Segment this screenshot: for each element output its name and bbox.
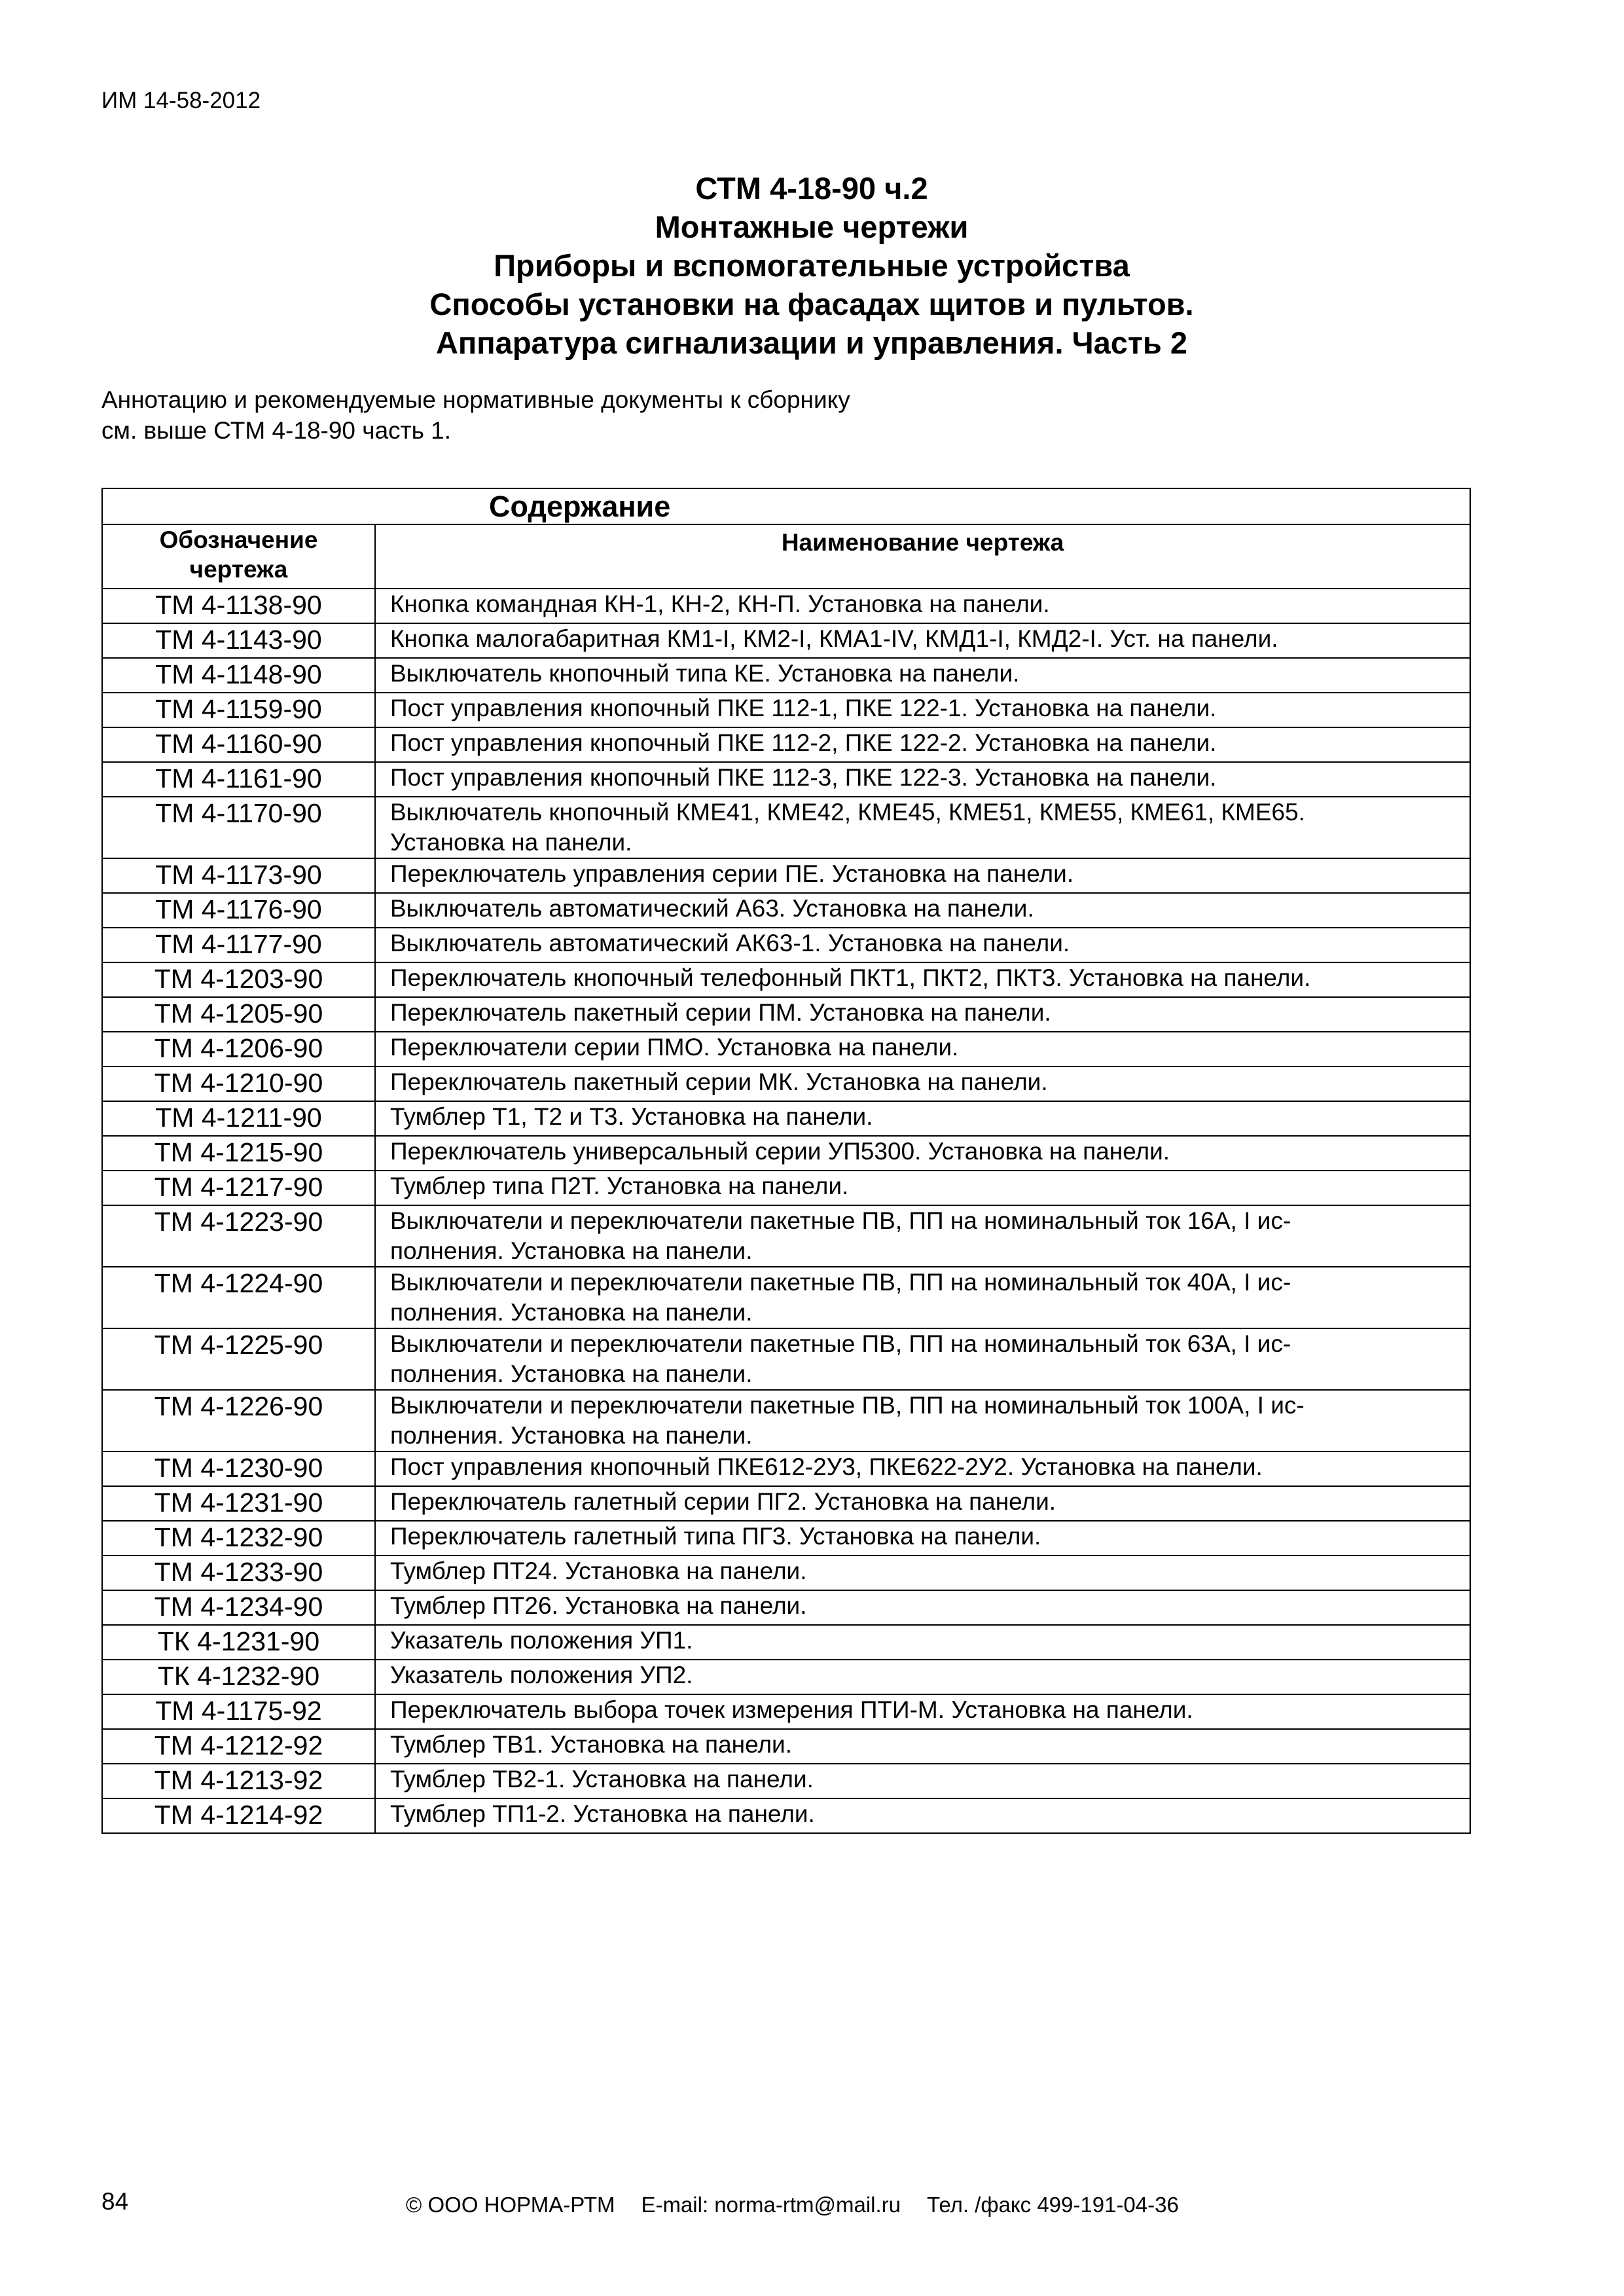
drawing-name-line: Тумблер Т1, Т2 и Т3. Установка на панели.: [390, 1103, 873, 1130]
table-row: [102, 1390, 1470, 1451]
drawing-name-line: Выключатель автоматический А63. Установка на панели.: [390, 895, 1034, 922]
drawing-code: ТМ 4-1206-90: [102, 1032, 375, 1066]
drawing-name: [375, 1729, 1470, 1764]
drawing-name-line: Пост управления кнопочный ПКЕ 112-3, ПКЕ 122-3. Установка на панели.: [390, 764, 1217, 791]
drawing-name: [375, 1798, 1470, 1833]
drawing-name: [375, 1764, 1470, 1798]
table-row: [102, 1798, 1470, 1833]
drawing-name: [375, 1205, 1470, 1267]
drawing-name-line: Пост управления кнопочный ПКЕ 112-2, ПКЕ 122-2. Установка на панели.: [390, 729, 1217, 756]
drawing-name: [375, 1390, 1470, 1451]
drawing-name-line: Тумблер ПТ26. Установка на панели.: [390, 1592, 807, 1619]
drawing-name-line: Кнопка командная КН-1, КН-2, КН-П. Установка на панели.: [390, 591, 1050, 617]
table-row: [102, 1032, 1470, 1066]
annotation-text: [101, 384, 850, 446]
table-row: [102, 1136, 1470, 1171]
column-header-line: Обозначение: [159, 526, 318, 553]
table-row: [102, 1101, 1470, 1136]
column-header-name: Наименование чертежа: [375, 524, 1470, 589]
drawing-name-line: Переключатель галетный типа ПГ3. Установка на панели.: [390, 1523, 1041, 1550]
drawing-name-line: Переключатель пакетный серии МК. Установка на панели.: [390, 1068, 1048, 1095]
table-row: [102, 1328, 1470, 1390]
table-row: [102, 858, 1470, 893]
footer-email: E-mail: norma-rtm@mail.ru: [641, 2193, 901, 2217]
contents-caption: Содержание: [102, 488, 1470, 524]
contents-caption-row: [102, 488, 1470, 524]
drawing-name-line: Выключатели и переключатели пакетные ПВ, ПП на номинальный ток 40А, I ис-: [390, 1269, 1291, 1296]
drawing-name-line: Переключатель кнопочный телефонный ПКТ1, ПКТ2, ПКТ3. Установка на панели.: [390, 964, 1311, 991]
drawing-code: ТМ 4-1138-90: [102, 589, 375, 623]
drawing-name: [375, 623, 1470, 658]
title-line: Монтажные чертежи: [655, 210, 969, 244]
drawing-name-line: полнения. Установка на панели.: [390, 1422, 753, 1449]
table-row: [102, 962, 1470, 997]
drawing-name: [375, 1101, 1470, 1136]
table-row: [102, 1660, 1470, 1694]
table-row: [102, 1694, 1470, 1729]
contents-table: [101, 488, 1471, 1834]
footer-copyright: © ООО НОРМА-РТМ: [406, 2193, 615, 2217]
drawing-name: [375, 1660, 1470, 1694]
table-row: [102, 658, 1470, 693]
table-row: [102, 1205, 1470, 1267]
table-row: [102, 1267, 1470, 1328]
drawing-code: ТМ 4-1173-90: [102, 858, 375, 893]
table-row: [102, 762, 1470, 797]
drawing-name: [375, 1486, 1470, 1521]
table-row: [102, 1066, 1470, 1101]
title-line: СТМ 4-18-90 ч.2: [695, 171, 928, 206]
drawing-name-line: Кнопка малогабаритная КМ1-I, КМ2-I, КМА1-IV, КМД1-I, КМД2-I. Уст. на панели.: [390, 625, 1278, 652]
drawing-name: [375, 962, 1470, 997]
drawing-name: [375, 1171, 1470, 1205]
drawing-code: ТМ 4-1161-90: [102, 762, 375, 797]
drawing-code: ТМ 4-1213-92: [102, 1764, 375, 1798]
drawing-name-line: полнения. Установка на панели.: [390, 1237, 753, 1264]
drawing-name: [375, 727, 1470, 762]
drawing-name-line: Переключатель универсальный серии УП5300. Установка на панели.: [390, 1138, 1170, 1165]
drawing-name-line: Пост управления кнопочный ПКЕ612-2У3, ПКЕ622-2У2. Установка на панели.: [390, 1453, 1263, 1480]
drawing-name: [375, 693, 1470, 727]
drawing-name-line: Выключатели и переключатели пакетные ПВ, ПП на номинальный ток 16А, I ис-: [390, 1207, 1291, 1234]
table-row: [102, 589, 1470, 623]
page-number: 84: [101, 2188, 129, 2215]
drawing-name-line: Указатель положения УП1.: [390, 1627, 693, 1654]
drawing-code: ТМ 4-1211-90: [102, 1101, 375, 1136]
drawing-name-line: Выключатель кнопочный КМЕ41, КМЕ42, КМЕ45, КМЕ51, КМЕ55, КМЕ61, КМЕ65.: [390, 799, 1305, 826]
drawing-code: ТМ 4-1232-90: [102, 1521, 375, 1556]
drawing-name-line: Переключатели серии ПМО. Установка на панели.: [390, 1034, 959, 1061]
footer-phone: Тел. /факс 499-191-04-36: [927, 2193, 1179, 2217]
title-line: Приборы и вспомогательные устройства: [494, 248, 1130, 283]
drawing-code: ТМ 4-1203-90: [102, 962, 375, 997]
drawing-name-line: Тумблер ТВ2-1. Установка на панели.: [390, 1766, 814, 1793]
drawing-code: ТМ 4-1210-90: [102, 1066, 375, 1101]
drawing-name: [375, 762, 1470, 797]
drawing-code: ТМ 4-1205-90: [102, 997, 375, 1032]
table-row: [102, 893, 1470, 928]
drawing-name: [375, 1451, 1470, 1486]
drawing-code: ТМ 4-1226-90: [102, 1390, 375, 1451]
table-row: [102, 693, 1470, 727]
table-row: [102, 1486, 1470, 1521]
table-row: [102, 1590, 1470, 1625]
drawing-code: ТМ 4-1177-90: [102, 928, 375, 962]
drawing-name: [375, 797, 1470, 858]
drawing-name-line: Переключатель выбора точек измерения ПТИ-М. Установка на панели.: [390, 1696, 1193, 1723]
drawing-name: [375, 1590, 1470, 1625]
table-row: [102, 1729, 1470, 1764]
drawing-name: [375, 1556, 1470, 1590]
drawing-name-line: Установка на панели.: [390, 829, 632, 856]
document-code: ИМ 14-58-2012: [101, 88, 261, 113]
drawing-name: [375, 1066, 1470, 1101]
drawing-name-line: Пост управления кнопочный ПКЕ 112-1, ПКЕ 122-1. Установка на панели.: [390, 695, 1217, 721]
drawing-code: ТМ 4-1170-90: [102, 797, 375, 858]
drawing-code: ТМ 4-1212-92: [102, 1729, 375, 1764]
annotation-line: см. выше СТМ 4-18-90 часть 1.: [101, 417, 452, 444]
column-header-line: чертежа: [189, 556, 288, 583]
drawing-name: [375, 1032, 1470, 1066]
drawing-name-line: полнения. Установка на панели.: [390, 1360, 753, 1387]
table-row: [102, 997, 1470, 1032]
drawing-code: ТМ 4-1214-92: [102, 1798, 375, 1833]
drawing-name: [375, 1521, 1470, 1556]
drawing-code: ТМ 4-1231-90: [102, 1486, 375, 1521]
table-row: [102, 1171, 1470, 1205]
table-row: [102, 623, 1470, 658]
drawing-name: [375, 658, 1470, 693]
drawing-code: ТМ 4-1159-90: [102, 693, 375, 727]
drawing-name: [375, 997, 1470, 1032]
drawing-name-line: полнения. Установка на панели.: [390, 1299, 753, 1326]
drawing-code: ТК 4-1232-90: [102, 1660, 375, 1694]
drawing-name-line: Выключатель кнопочный типа КЕ. Установка на панели.: [390, 660, 1020, 687]
table-row: [102, 727, 1470, 762]
table-row: [102, 1764, 1470, 1798]
contents-body: [102, 589, 1470, 1833]
drawing-name: [375, 1328, 1470, 1390]
drawing-code: ТМ 4-1223-90: [102, 1205, 375, 1267]
drawing-code: ТМ 4-1225-90: [102, 1328, 375, 1390]
document-title: [281, 169, 1342, 362]
drawing-name-line: Переключатель пакетный серии ПМ. Установка на панели.: [390, 999, 1051, 1026]
drawing-name: [375, 928, 1470, 962]
drawing-code: ТМ 4-1234-90: [102, 1590, 375, 1625]
table-row: [102, 928, 1470, 962]
drawing-code: ТМ 4-1175-92: [102, 1694, 375, 1729]
drawing-name: [375, 858, 1470, 893]
drawing-name: [375, 893, 1470, 928]
title-line: Аппаратура сигнализации и управления. Часть 2: [435, 325, 1188, 360]
column-header-designation: [102, 524, 375, 589]
table-row: [102, 797, 1470, 858]
drawing-code: ТМ 4-1160-90: [102, 727, 375, 762]
drawing-name: [375, 1267, 1470, 1328]
drawing-name-line: Тумблер ТП1-2. Установка на панели.: [390, 1800, 815, 1827]
drawing-code: ТМ 4-1143-90: [102, 623, 375, 658]
drawing-name-line: Тумблер ТВ1. Установка на панели.: [390, 1731, 792, 1758]
drawing-name-line: Тумблер типа П2Т. Установка на панели.: [390, 1173, 849, 1199]
drawing-code: ТМ 4-1148-90: [102, 658, 375, 693]
drawing-code: ТК 4-1231-90: [102, 1625, 375, 1660]
drawing-name-line: Переключатель управления серии ПЕ. Установка на панели.: [390, 860, 1074, 887]
table-row: [102, 1451, 1470, 1486]
drawing-code: ТМ 4-1217-90: [102, 1171, 375, 1205]
drawing-code: ТМ 4-1233-90: [102, 1556, 375, 1590]
drawing-name-line: Указатель положения УП2.: [390, 1662, 693, 1688]
contents-header-row: [102, 524, 1470, 589]
drawing-name-line: Выключатели и переключатели пакетные ПВ, ПП на номинальный ток 100А, I ис-: [390, 1392, 1305, 1419]
table-row: [102, 1556, 1470, 1590]
drawing-code: ТМ 4-1215-90: [102, 1136, 375, 1171]
table-row: [102, 1625, 1470, 1660]
drawing-name-line: Выключатели и переключатели пакетные ПВ, ПП на номинальный ток 63А, I ис-: [390, 1330, 1291, 1357]
drawing-name-line: Переключатель галетный серии ПГ2. Установка на панели.: [390, 1488, 1056, 1515]
drawing-name-line: Тумблер ПТ24. Установка на панели.: [390, 1558, 807, 1584]
drawing-name: [375, 1136, 1470, 1171]
drawing-name: [375, 1625, 1470, 1660]
drawing-code: ТМ 4-1176-90: [102, 893, 375, 928]
table-row: [102, 1521, 1470, 1556]
drawing-code: ТМ 4-1230-90: [102, 1451, 375, 1486]
annotation-line: Аннотацию и рекомендуемые нормативные документы к сборнику: [101, 386, 850, 413]
page-footer: [406, 2191, 1179, 2219]
drawing-code: ТМ 4-1224-90: [102, 1267, 375, 1328]
drawing-name: [375, 1694, 1470, 1729]
drawing-name-line: Выключатель автоматический АК63-1. Установка на панели.: [390, 930, 1070, 957]
title-line: Способы установки на фасадах щитов и пультов.: [429, 287, 1194, 321]
drawing-name: [375, 589, 1470, 623]
